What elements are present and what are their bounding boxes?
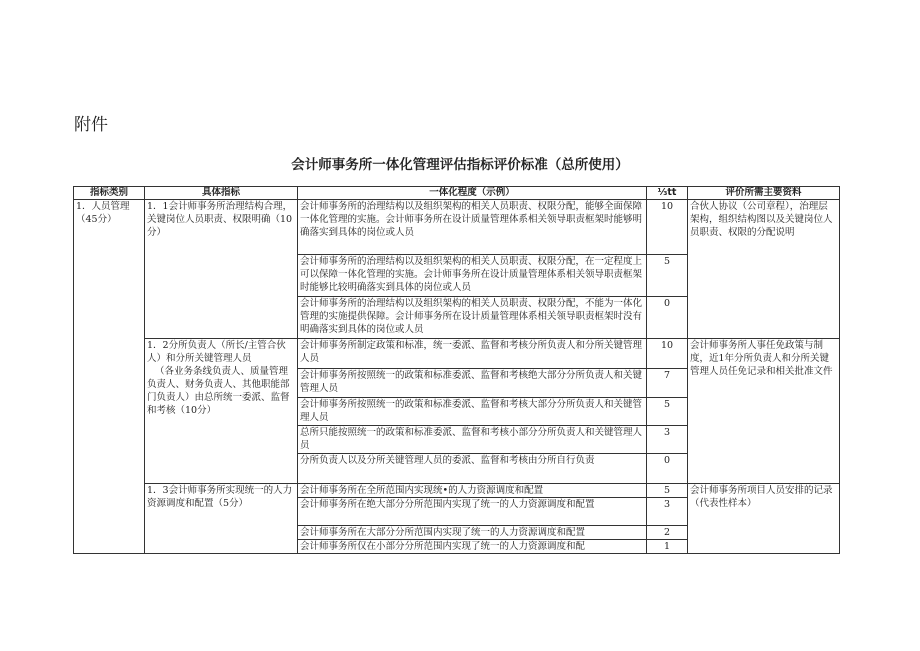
evaluation-table bbox=[73, 186, 840, 554]
document-title: 会计师事务所一体化管理评估指标评价标准（总所使用） bbox=[291, 157, 629, 173]
header-score: ⅓tt bbox=[647, 187, 688, 200]
materials-cell: 会计师事务所人事任免政策与制度，近1年分所负责人和分所关键管理人员任免记录和相关批准文件 bbox=[688, 339, 840, 484]
category-cell: 1．人员管理（45分） bbox=[74, 200, 145, 554]
table-header-row bbox=[74, 187, 840, 200]
score-value: 10 bbox=[647, 200, 688, 255]
score-value: 2 bbox=[647, 526, 688, 540]
attachment-label: 附件 bbox=[74, 115, 108, 135]
level-text: 会计师事务所按照统一的政策和标准委派、监督和考核绝大部分分所负责人和关键管理人员 bbox=[298, 369, 647, 398]
level-text: 会计师事务所制定政策和标准，统一委派、监督和考核分所负责人和分所关键管理人员 bbox=[298, 339, 647, 369]
level-text: 总所只能按照统一的政策和标准委派、监督和考核小部分分所负责人和关键管理人员 bbox=[298, 426, 647, 454]
score-value: 5 bbox=[647, 484, 688, 498]
score-value: 5 bbox=[647, 398, 688, 426]
table-row bbox=[74, 339, 840, 369]
materials-cell: 会计师事务所项目人员安排的记录（代表性样本） bbox=[688, 484, 840, 554]
level-text: 会计师事务所的治理结构以及组织架构的相关人员职责、权限分配，不能为一体化管理的实施提供保障。会计师事务所在设计质量管理体系相关领导职责框架时没有明确落实到具体的岗位或人员 bbox=[298, 297, 647, 339]
level-text: 会计师事务所的治理结构以及组织架构的相关人员职责、权限分配，在一定程度上可以保障一体化管理的实施。会计师事务所在设计质量管理体系相关领导职责框架时能够比较明确落实到具体的岗位或人员 bbox=[298, 255, 647, 297]
level-text: 分所负责人以及分所关键管理人员的委派、监督和考核由分所自行负责 bbox=[298, 454, 647, 484]
level-text: 会计师事务所仅在小部分分所范围内实现了统一的人力资源调度和配 bbox=[298, 540, 647, 554]
level-text: 会计师事务所在大部分分所范围内实现了统一的人力资源调度和配置 bbox=[298, 526, 647, 540]
indicator-cell: 1．1会计师事务所治理结构合理，关键岗位人员职责、权限明确（10分） bbox=[145, 200, 298, 339]
score-value: 5 bbox=[647, 255, 688, 297]
score-value: 0 bbox=[647, 454, 688, 484]
level-text: 会计师事务所在绝大部分分所范围内实现了统一的人力资源调度和配置 bbox=[298, 498, 647, 526]
header-indicator: 具体指标 bbox=[145, 187, 298, 200]
table-row bbox=[74, 200, 840, 255]
level-text: 会计师事务所的治理结构以及组织架构的相关人员职责、权限分配，能够全面保障一体化管理的实施。会计师事务所在设计质量管理体系相关领导职责框架时能够明确落实到具体的岗位或人员 bbox=[298, 200, 647, 255]
score-value: 3 bbox=[647, 426, 688, 454]
indicator-cell bbox=[145, 339, 298, 484]
score-value: 0 bbox=[647, 297, 688, 339]
header-integration-level: 一体化程度（示例） bbox=[298, 187, 647, 200]
score-value: 10 bbox=[647, 339, 688, 369]
indicator-text: 1．2分所负责人（所长/主管合伙人）和分所关键管理人员 bbox=[147, 340, 286, 364]
materials-cell: 合伙人协议（公司章程），治理层架构，组织结构图以及关键岗位人员职责、权限的分配说明 bbox=[688, 200, 840, 339]
level-text: 会计师事务所按照统一的政策和标准委派、监督和考核大部分分所负责人和关键管理人员 bbox=[298, 398, 647, 426]
score-value: 1 bbox=[647, 540, 688, 554]
table-row bbox=[74, 484, 840, 498]
header-materials: 评价所需主要资料 bbox=[688, 187, 840, 200]
indicator-cell: 1．3会计师事务所实现统一的人力资源调度和配置（5分） bbox=[145, 484, 298, 554]
level-text: 会计师事务所在全所范围内实现统•的人力资源调度和配置 bbox=[298, 484, 647, 498]
indicator-text-detail: （各业务条线负责人、质量管理负责人、财务负责人、其他职能部门负责人）由总所统一委派、监督和考核（10分） bbox=[147, 366, 290, 416]
header-category: 指标类别 bbox=[74, 187, 145, 200]
score-value: 3 bbox=[647, 498, 688, 526]
score-value: 7 bbox=[647, 369, 688, 398]
